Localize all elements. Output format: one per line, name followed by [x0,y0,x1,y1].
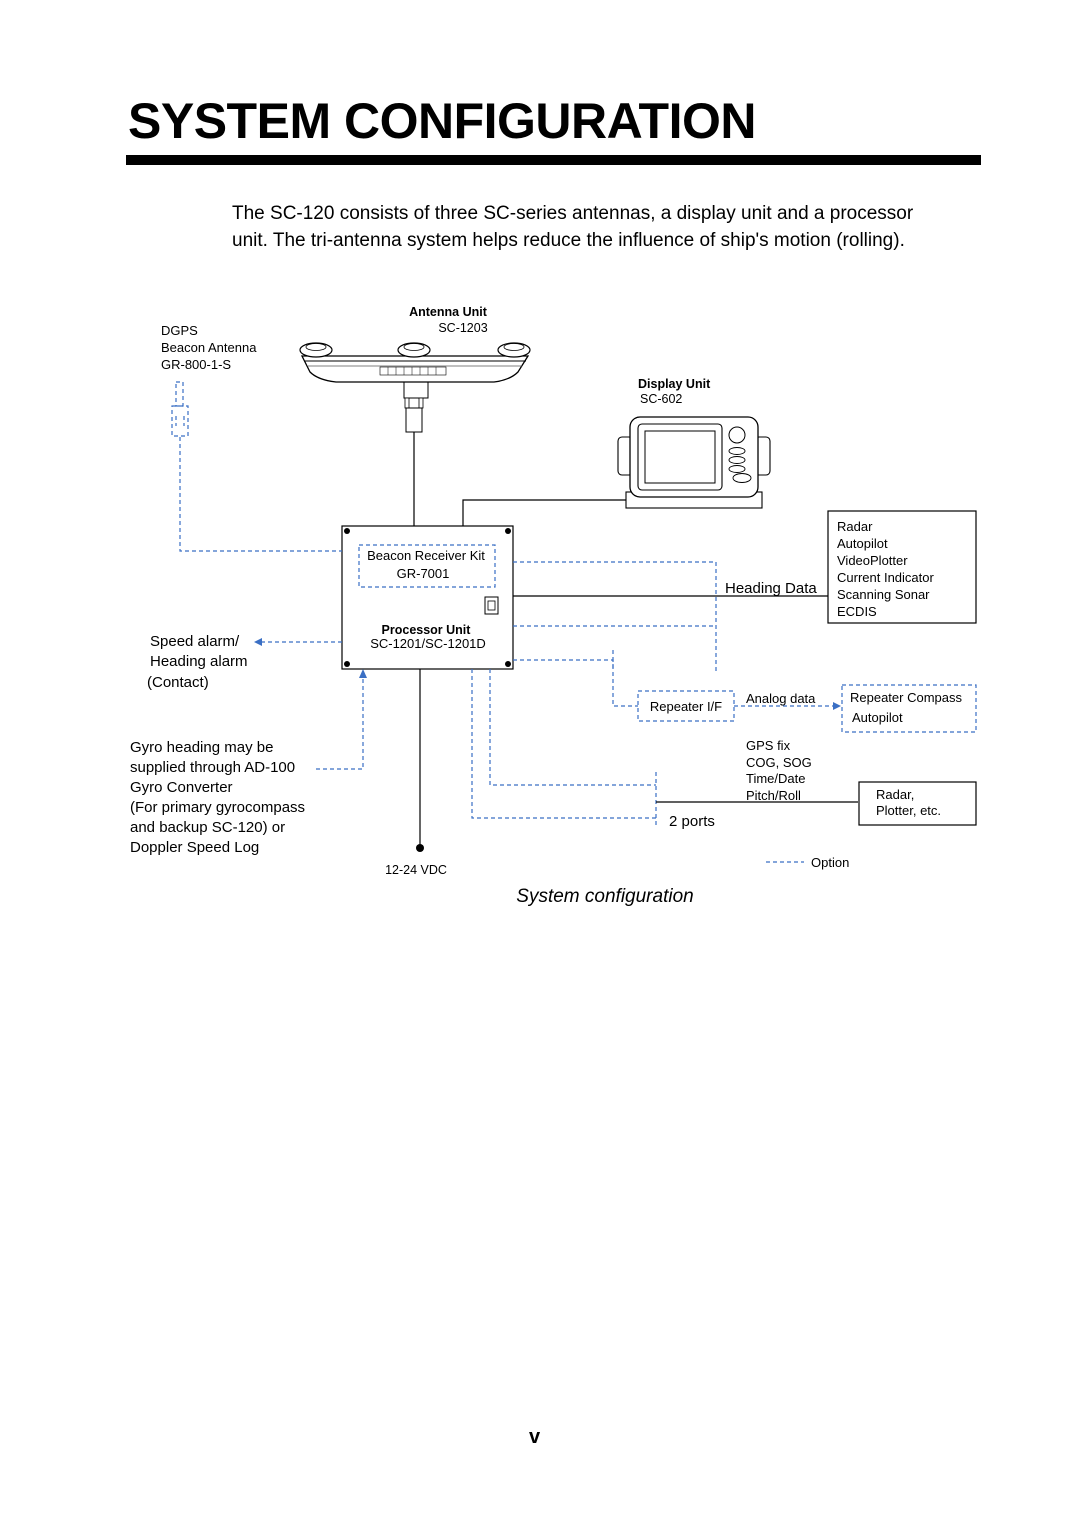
dgps-label-model: GR-800-1-S [161,357,232,372]
radar-plotter-line-2: Plotter, etc. [876,803,942,818]
intro-paragraph: The SC-120 consists of three SC-series antennas, a display unit and a processor unit. The tri-antenna system helps reduce the influence of ship's motion (rolling). [232,203,914,251]
repeater-target-compass: Repeater Compass [850,690,962,705]
beacon-kit-model: GR-7001 [396,566,450,581]
dgps-option-line [180,437,342,551]
output-gps-fix: GPS fix [746,738,791,753]
page-title: SYSTEM CONFIGURATION [128,93,756,149]
page-number: v [528,1426,541,1448]
heading-alarm-label: Heading alarm [150,653,248,670]
output-pitch-roll: Pitch/Roll [746,788,801,803]
gyro-input-arrow [359,669,367,678]
display-unit-model: SC-602 [640,392,683,406]
beacon-kit-label: Beacon Receiver Kit [367,548,485,563]
antenna-unit-model: SC-1203 [438,321,488,335]
analog-data-label: Analog data [746,691,816,706]
processor-unit-model: SC-1201/SC-1201D [370,636,486,651]
repeater-option-line [513,660,638,706]
analog-data-arrow [833,702,841,710]
output-time-date: Time/Date [746,771,806,786]
antenna-unit-drawing [300,343,530,432]
heading-data-label: Heading Data [725,580,817,597]
data-port-line-2 [472,669,656,818]
power-label: 12-24 VDC [385,863,447,877]
speed-alarm-arrow [254,638,262,646]
output-cog-sog: COG, SOG [746,755,812,770]
speed-alarm-label: Speed alarm/ [150,633,240,650]
contact-label: (Contact) [147,674,209,691]
repeater-if-label: Repeater I/F [649,699,723,714]
spare-option-line [513,562,716,673]
power-terminal [416,844,424,852]
gyro-input-line [316,676,363,769]
display-unit-drawing [618,417,770,508]
antenna-unit-title: Antenna Unit [409,305,487,319]
gyro-note-line-1: Gyro heading may be [130,739,274,756]
dgps-beacon-antenna [172,382,188,436]
gyro-note-line-2: supplied through AD-100 [130,759,296,776]
radar-plotter-line-1: Radar, [876,787,915,802]
heading-target-videoplotter: VideoPlotter [837,553,908,568]
heading-target-radar: Radar [837,519,873,534]
heading-target-scanning-sonar: Scanning Sonar [837,587,930,602]
dgps-label: DGPS [161,323,198,338]
processor-unit-title: Processor Unit [381,623,471,637]
heading-target-current-indicator: Current Indicator [837,570,934,585]
gyro-note-line-6: Doppler Speed Log [130,839,260,856]
ports-label: 2 ports [669,813,715,830]
data-port-line-1 [490,669,656,785]
repeater-target-autopilot: Autopilot [852,710,903,725]
display-cable [463,500,626,526]
figure-caption: System configuration [516,886,694,907]
display-unit-title: Display Unit [638,377,711,391]
heading-target-autopilot: Autopilot [837,536,888,551]
gyro-note-line-4: (For primary gyrocompass [130,799,306,816]
legend-option-label: Option [811,855,850,870]
heading-target-ecdis: ECDIS [837,604,877,619]
gyro-note-line-5: and backup SC-120) or [130,819,286,836]
gyro-note-line-3: Gyro Converter [130,779,233,796]
dgps-label-beacon: Beacon Antenna [161,340,257,355]
